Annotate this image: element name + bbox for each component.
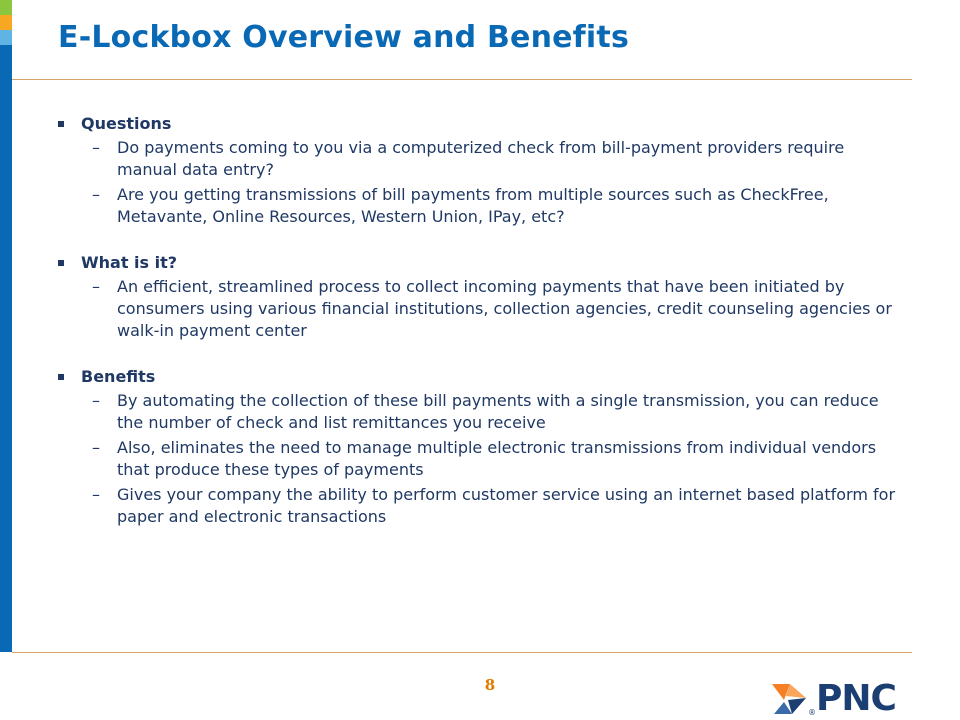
list-item-text: Do payments coming to you via a computerized check from bill-payment providers require manual data entry? <box>117 138 845 179</box>
dash-bullet-icon: – <box>92 391 100 410</box>
list-item <box>58 276 908 342</box>
list-item-text: An efficient, streamlined process to collect incoming payments that have been initiated by consumers using various financial institutions, collection agencies, credit counseling agencies or walk-in payment center <box>117 277 892 340</box>
slide-content <box>58 113 908 552</box>
pnc-logo <box>770 680 896 718</box>
page-number: 8 <box>484 676 496 694</box>
dash-bullet-icon: – <box>92 185 100 204</box>
square-bullet-icon <box>58 121 64 127</box>
list-item-text: Are you getting transmissions of bill payments from multiple sources such as CheckFree, Metavante, Online Resources, Western Union, IPay, etc? <box>117 185 829 226</box>
section-questions <box>58 113 908 228</box>
list-item-text: By automating the collection of these bill payments with a single transmission, you can reduce the number of check and list remittances you receive <box>117 391 879 432</box>
section-heading-text: Benefits <box>81 367 156 386</box>
left-accent-bar <box>0 0 12 652</box>
section-heading-text: Questions <box>81 114 172 133</box>
registered-mark: ® <box>808 708 816 717</box>
dash-bullet-icon: – <box>92 438 100 457</box>
list-item-text: Gives your company the ability to perform customer service using an internet based platform for paper and electronic transactions <box>117 485 896 526</box>
dash-bullet-icon: – <box>92 138 100 157</box>
section-what-is-it <box>58 252 908 342</box>
list-item <box>58 484 908 528</box>
square-bullet-icon <box>58 374 64 380</box>
accent-square-green <box>0 0 12 15</box>
list-item <box>58 437 908 481</box>
list-item <box>58 137 908 181</box>
footer-divider <box>12 652 912 653</box>
dash-bullet-icon: – <box>92 277 100 296</box>
list-item <box>58 390 908 434</box>
section-heading <box>58 252 908 274</box>
pnc-pinwheel-icon <box>770 680 810 718</box>
list-item-text: Also, eliminates the need to manage multiple electronic transmissions from individual vendors that produce these types of payments <box>117 438 877 479</box>
accent-square-lightblue <box>0 30 12 45</box>
accent-square-orange <box>0 15 12 30</box>
section-heading-text: What is it? <box>81 253 178 272</box>
square-bullet-icon <box>58 260 64 266</box>
list-item <box>58 184 908 228</box>
section-heading <box>58 366 908 388</box>
section-heading <box>58 113 908 135</box>
title-divider <box>12 79 912 80</box>
slide-title: E-Lockbox Overview and Benefits <box>58 20 629 55</box>
section-benefits <box>58 366 908 528</box>
dash-bullet-icon: – <box>92 485 100 504</box>
pnc-logo-text: PNC <box>816 678 896 719</box>
